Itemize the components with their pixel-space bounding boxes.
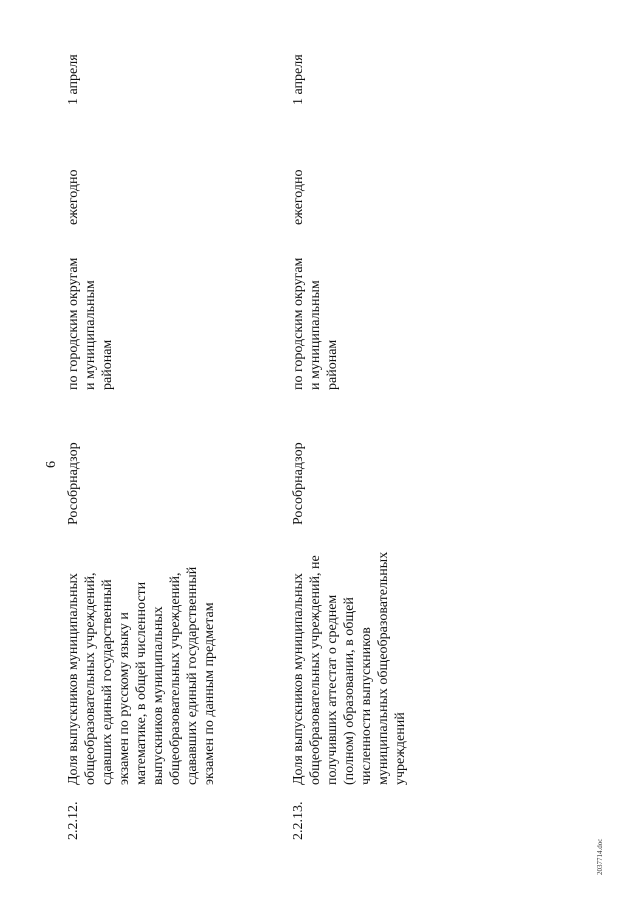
indicator-text: Доля выпускников муниципальных общеобразовательных учреждений, сдавших единый государственный экзамен по русскому языку и математике, в общей численности выпускников муниципальных общеобразовательных учреждений, сдававших единый государственный экзамен по данным предметам — [66, 566, 217, 785]
footer-filename: 2037714.doc — [596, 838, 604, 875]
row-number: 2.2.12. — [66, 801, 81, 840]
deadline: 1 апреля — [66, 54, 81, 105]
page-number: 6 — [44, 461, 59, 468]
row-number: 2.2.13. — [291, 801, 306, 840]
detail-level: по городским округам и муниципальным районам — [66, 257, 115, 390]
responsible-agency: Рособрнадзор — [66, 442, 81, 525]
periodicity: ежегодно — [66, 169, 81, 225]
deadline: 1 апреля — [291, 54, 306, 105]
responsible-agency: Рособрнадзор — [291, 442, 306, 525]
periodicity: ежегодно — [291, 169, 306, 225]
detail-level: по городским округам и муниципальным районам — [291, 257, 340, 390]
indicator-text: Доля выпускников муниципальных общеобразовательных учреждений, не получивших аттестат о среднем (полном) образовании, в общей численности выпускников муниципальных общеобразовательных учреждений — [291, 551, 408, 785]
